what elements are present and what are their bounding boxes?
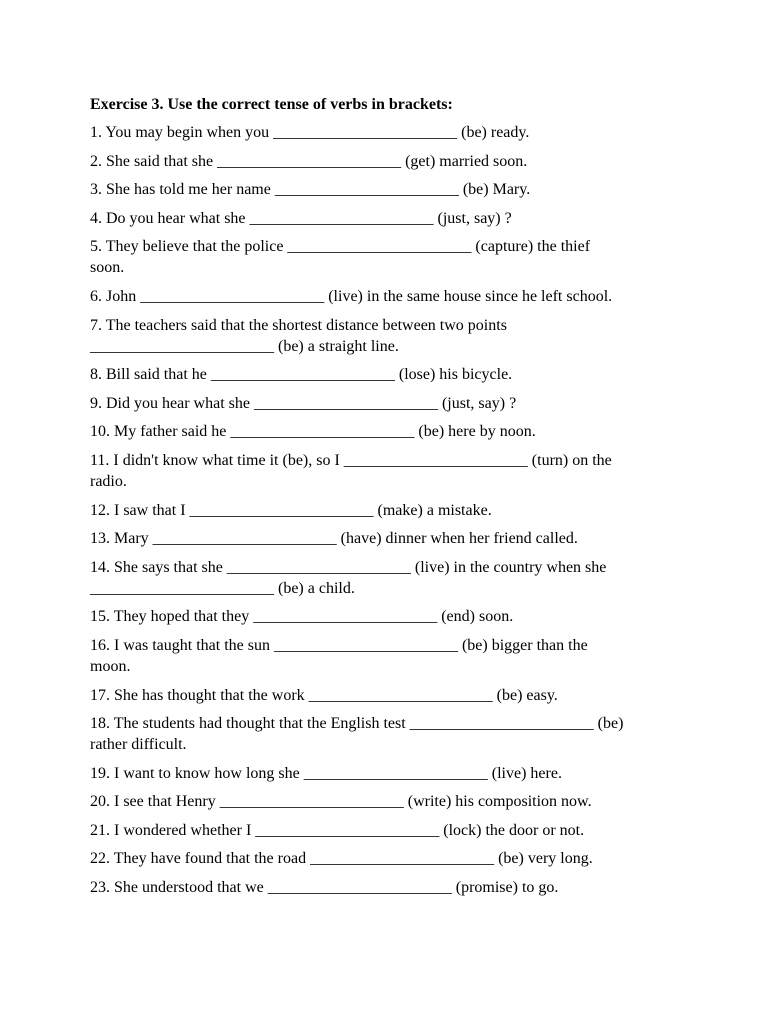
exercise-item xyxy=(90,848,690,869)
item-line: 19. I want to know how long she _______________________ (live) here. xyxy=(90,764,562,782)
item-line-continuation: _______________________ (be) a child. xyxy=(90,579,355,597)
item-line: 13. Mary _______________________ (have) dinner when her friend called. xyxy=(90,530,578,548)
exercise-item xyxy=(90,713,690,755)
item-line: 22. They have found that the road _______________________ (be) very long. xyxy=(90,850,593,868)
exercise-item xyxy=(90,421,690,442)
item-line: 11. I didn't know what time it (be), so I _______________________ (turn) on the xyxy=(90,451,612,469)
item-line-continuation: radio. xyxy=(90,472,127,490)
item-line: 1. You may begin when you _______________________ (be) ready. xyxy=(90,124,530,141)
exercise-item xyxy=(90,557,690,599)
item-line: 9. Did you hear what she _______________________ (just, say) ? xyxy=(90,394,517,412)
exercise-item xyxy=(90,635,690,677)
exercise-item xyxy=(90,179,690,200)
item-line: 6. John _______________________ (live) in the same house since he left school. xyxy=(90,287,613,305)
item-line-continuation: moon. xyxy=(90,657,131,675)
exercise-item xyxy=(90,500,690,521)
exercise-item xyxy=(90,208,690,229)
item-line: 20. I see that Henry _______________________ (write) his composition now. xyxy=(90,793,592,811)
item-line: 4. Do you hear what she _______________________ (just, say) ? xyxy=(90,209,512,227)
item-line-continuation: soon. xyxy=(90,259,125,277)
item-line: 14. She says that she _______________________ (live) in the country when she xyxy=(90,558,607,576)
item-line: 16. I was taught that the sun _______________________ (be) bigger than the xyxy=(90,636,588,654)
item-line: 18. The students had thought that the English test _______________________ (be) xyxy=(90,715,624,733)
exercise-item xyxy=(90,315,690,357)
exercise-item xyxy=(90,151,690,172)
exercise-item xyxy=(90,236,690,278)
exercise-item xyxy=(90,685,690,706)
item-line: 2. She said that she _______________________ (get) married soon. xyxy=(90,152,528,170)
exercise-item xyxy=(90,122,690,143)
exercise-item xyxy=(90,820,690,841)
item-line-continuation: rather difficult. xyxy=(90,736,187,754)
item-line: 5. They believe that the police _______________________ (capture) the thief xyxy=(90,238,591,256)
item-line: 7. The teachers said that the shortest distance between two points xyxy=(90,316,507,334)
exercise-item xyxy=(90,606,690,627)
exercise-item xyxy=(90,364,690,385)
exercise-item xyxy=(90,763,690,784)
exercise-item xyxy=(90,877,690,898)
exercise-item xyxy=(90,450,690,492)
item-line: 12. I saw that I _______________________ (make) a mistake. xyxy=(90,501,492,519)
item-line: 8. Bill said that he _______________________ (lose) his bicycle. xyxy=(90,366,513,384)
item-line: 10. My father said he _______________________ (be) here by noon. xyxy=(90,423,536,441)
exercise-item xyxy=(90,528,690,549)
worksheet xyxy=(90,94,690,906)
exercise-item xyxy=(90,393,690,414)
exercise-title: Exercise 3. Use the correct tense of verbs in brackets: xyxy=(90,96,453,113)
exercise-item xyxy=(90,791,690,812)
item-line: 3. She has told me her name _______________________ (be) Mary. xyxy=(90,181,531,199)
item-line: 17. She has thought that the work _______________________ (be) easy. xyxy=(90,686,558,704)
exercise-item xyxy=(90,286,690,307)
item-line-continuation: _______________________ (be) a straight line. xyxy=(90,337,399,355)
item-line: 15. They hoped that they _______________________ (end) soon. xyxy=(90,608,514,626)
item-line: 23. She understood that we _______________________ (promise) to go. xyxy=(90,879,559,897)
item-line: 21. I wondered whether I _______________________ (lock) the door or not. xyxy=(90,821,585,839)
